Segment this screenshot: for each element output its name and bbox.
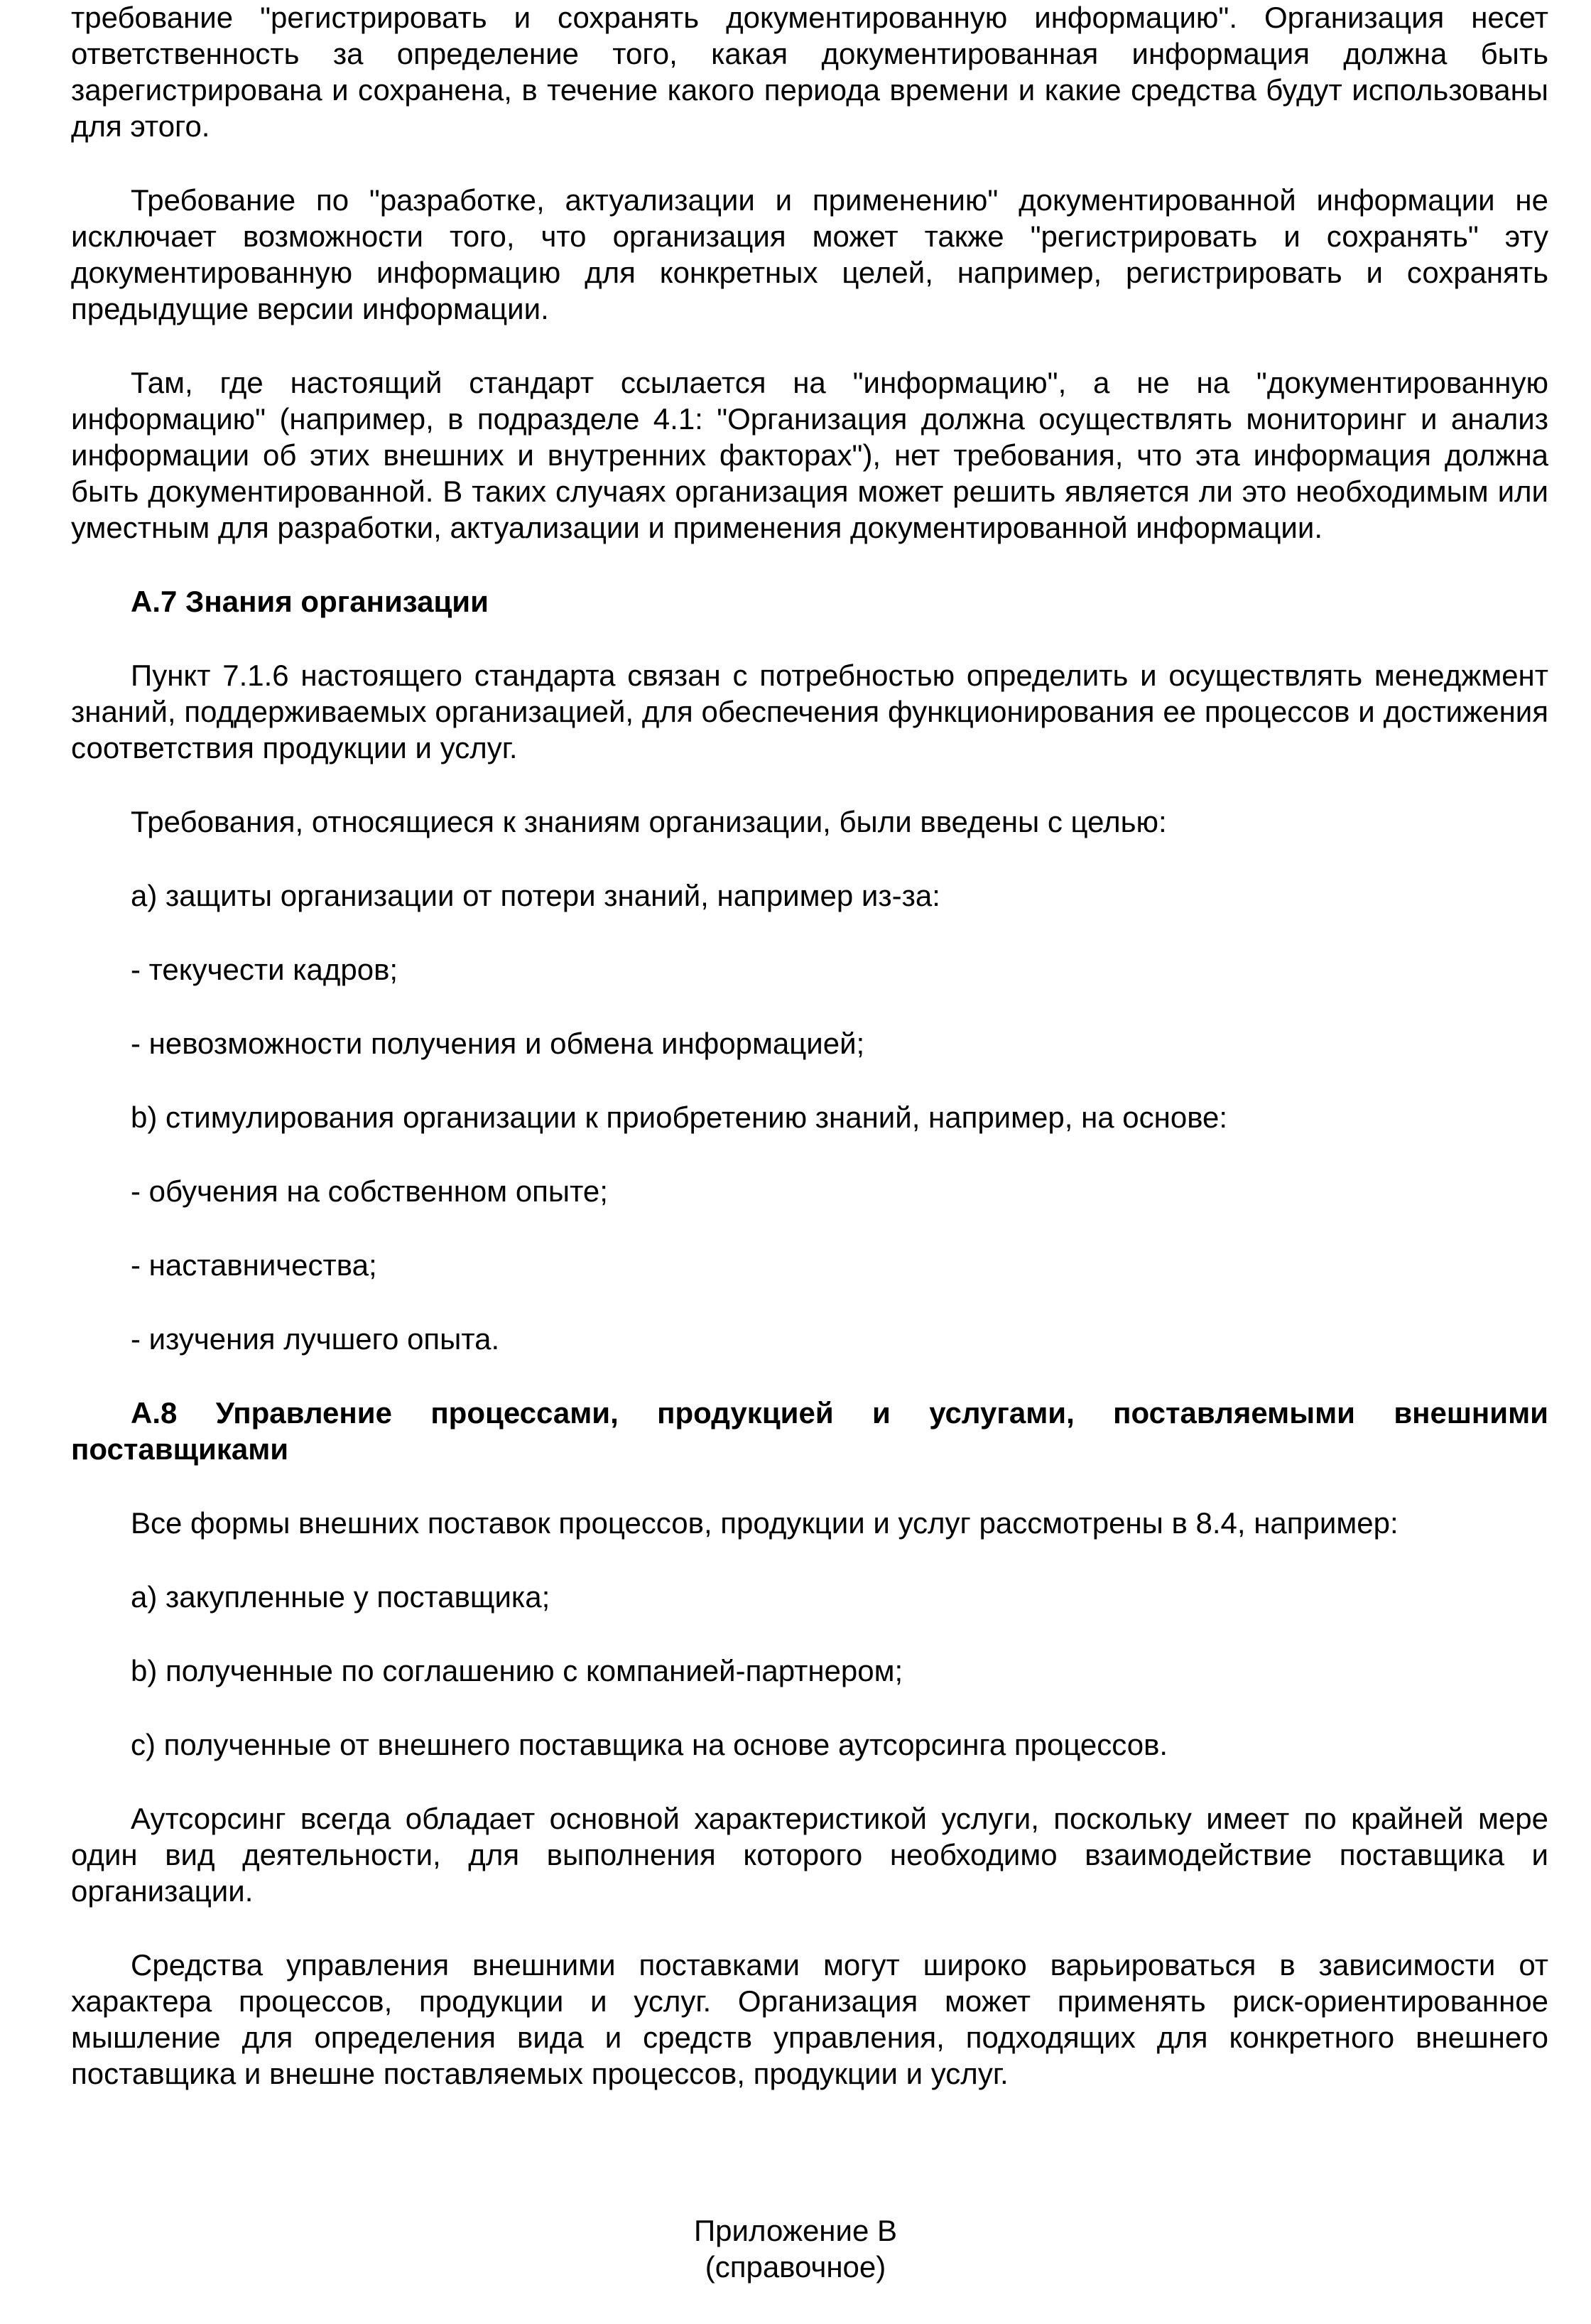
appendix-footer: [0, 2212, 1591, 2285]
list-item-benchmarking: - изучения лучшего опыта.: [131, 1322, 500, 1356]
paragraph-controls-vary: Средства управления внешними поставками могут широко варьироваться в зависимости от характера процессов, продукции и услуг. Организация может применять риск-ориентированное мышление для определения вида и средств управления, подходящих для конкретного внешнего поставщика и внешне поставляемых процессов, продукции и услуг.: [71, 1948, 1548, 2090]
appendix-subtitle: (справочное): [705, 2250, 886, 2284]
list-item-b-encourage: b) стимулирования организации к приобретению знаний, например, на основе:: [131, 1101, 1228, 1134]
paragraph-records-retention: требование "регистрировать и сохранять документированную информацию". Организация несет ответственность за определение того, какая документированная информация должна быть зарегистрирована и сохранена, в течение какого периода времени и какие средства будут использованы для этого.: [71, 1, 1548, 143]
list-item-staff-turnover: - текучести кадров;: [131, 953, 398, 986]
list-item-c-outsourcing: c) полученные от внешнего поставщика на основе аутсорсинга процессов.: [131, 1728, 1168, 1761]
list-item-b-partner: b) полученные по соглашению с компанией-партнером;: [131, 1654, 903, 1687]
section-heading-a7: А.7 Знания организации: [131, 585, 489, 618]
list-item-learning-experience: - обучения на собственном опыте;: [131, 1174, 608, 1208]
section-heading-a8: А.8 Управление процессами, продукцией и услугами, поставляемыми внешними поставщиками: [71, 1396, 1548, 1466]
paragraph-outsourcing-service: Аутсорсинг всегда обладает основной характеристикой услуги, поскольку имеет по крайней мере один вид деятельности, для выполнения которого необходимо взаимодействие поставщика и организации.: [71, 1802, 1548, 1908]
list-item-mentoring: - наставничества;: [131, 1248, 377, 1282]
paragraph-develop-maintain: Требование по "разработке, актуализации и применению" документированной информации не исключает возможности того, что организация может также "регистрировать и сохранять" эту документированную информацию для конкретных целей, например, регистрировать и сохранять предыдущие версии информации.: [71, 183, 1548, 325]
paragraph-clause-716: Пункт 7.1.6 настоящего стандарта связан с потребностью определить и осуществлять менеджмент знаний, поддерживаемых организацией, для обеспечения функционирования ее процессов и достижения соответствия продукции и услуг.: [71, 659, 1548, 764]
list-item-a-purchased: a) закупленные у поставщика;: [131, 1580, 550, 1614]
paragraph-information-reference: Там, где настоящий стандарт ссылается на "информацию", а не на "документированную информацию" (например, в подразделе 4.1: "Организация должна осуществлять мониторинг и анализ информации об этих внешних и внутренних факторах"), нет требования, что эта информация должна быть документированной. В таких случаях организация может решить является ли это необходимым или уместным для разработки, актуализации и применения документированной информации.: [71, 366, 1548, 544]
appendix-title: Приложение В: [693, 2214, 898, 2247]
paragraph-external-forms: Все формы внешних поставок процессов, продукции и услуг рассмотрены в 8.4, например:: [131, 1506, 1399, 1540]
list-item-info-exchange: - невозможности получения и обмена информацией;: [131, 1027, 865, 1060]
list-item-a-protect: a) защиты организации от потери знаний, например из-за:: [131, 879, 940, 912]
document-body: [71, 0, 1548, 2129]
paragraph-knowledge-purpose: Требования, относящиеся к знаниям организации, были введены с целью:: [131, 805, 1167, 838]
